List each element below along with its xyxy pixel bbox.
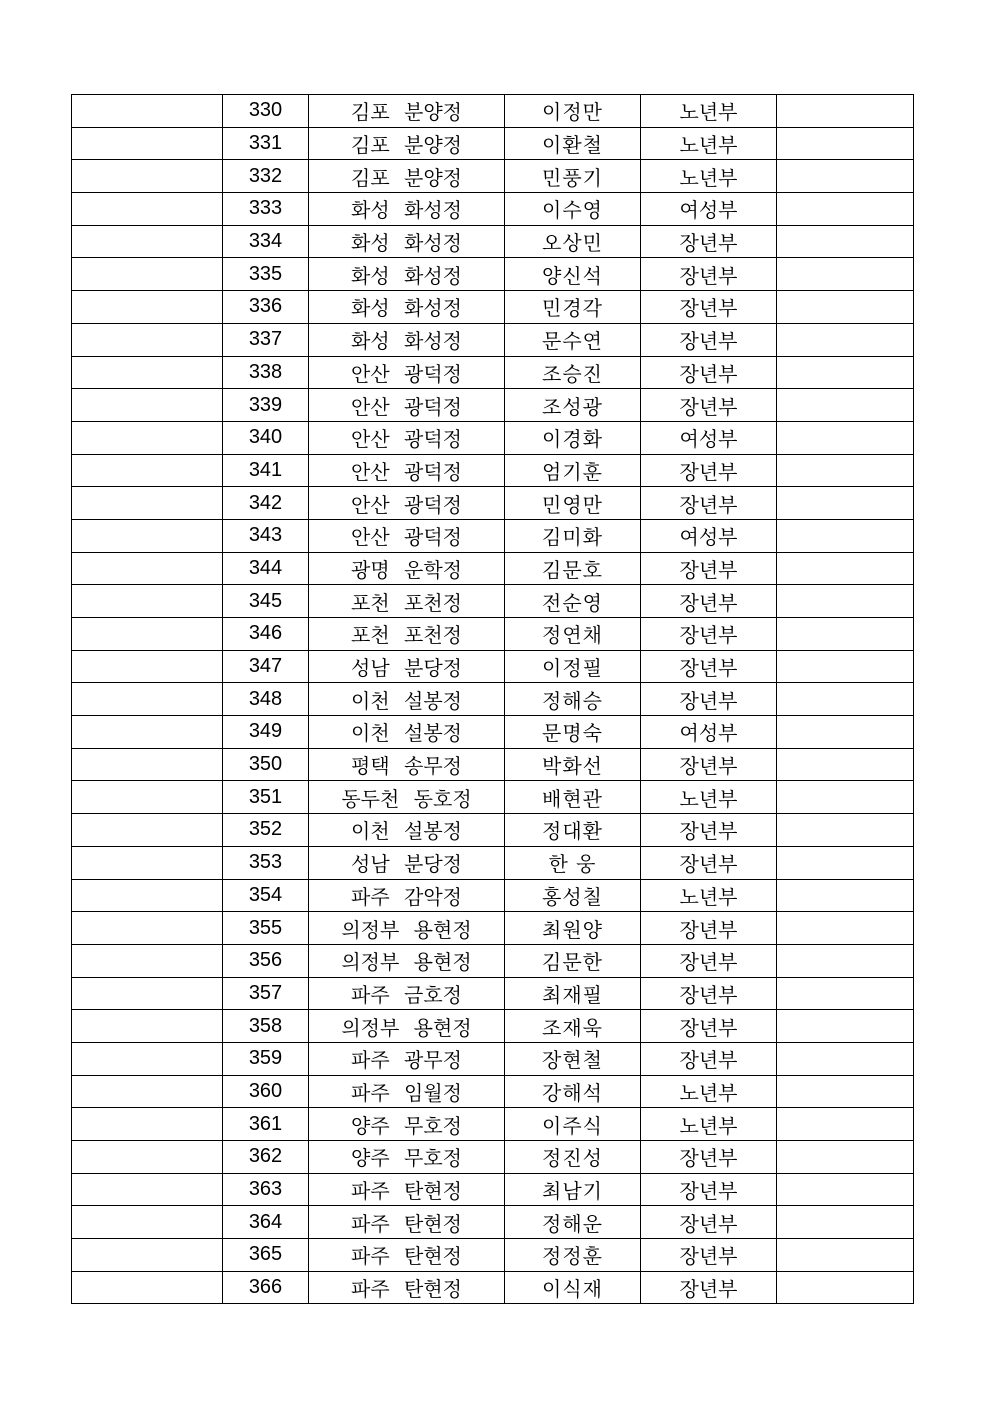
table-row (72, 519, 914, 552)
club-cell: 광명 운학정 (309, 552, 505, 585)
archer-name-cell: 최원양 (505, 912, 641, 945)
empty-cell (72, 1239, 223, 1272)
empty-cell (72, 1271, 223, 1304)
empty-cell (777, 650, 914, 683)
empty-cell (72, 650, 223, 683)
archer-name-cell: 이정만 (505, 95, 641, 128)
club-cell: 화성 화성정 (309, 225, 505, 258)
empty-cell (777, 389, 914, 422)
division-cell: 장년부 (641, 814, 777, 847)
club-cell: 안산 광덕정 (309, 356, 505, 389)
empty-cell (777, 356, 914, 389)
empty-cell (72, 421, 223, 454)
entry-number-cell: 362 (223, 1141, 309, 1174)
entry-number-cell: 361 (223, 1108, 309, 1141)
division-cell: 장년부 (641, 944, 777, 977)
division-cell: 노년부 (641, 879, 777, 912)
archer-name-cell: 최남기 (505, 1173, 641, 1206)
table-row (72, 846, 914, 879)
division-cell: 장년부 (641, 552, 777, 585)
entry-number-cell: 331 (223, 127, 309, 160)
archer-name-cell: 배현관 (505, 781, 641, 814)
empty-cell (777, 127, 914, 160)
table-row (72, 193, 914, 226)
empty-cell (777, 1271, 914, 1304)
empty-cell (777, 1206, 914, 1239)
entry-number-cell: 349 (223, 716, 309, 749)
archer-name-cell: 정해운 (505, 1206, 641, 1239)
archer-name-cell: 김미화 (505, 519, 641, 552)
archer-name-cell: 김문한 (505, 944, 641, 977)
table-row (72, 618, 914, 651)
empty-cell (72, 585, 223, 618)
empty-cell (777, 1075, 914, 1108)
archer-name-cell: 이식재 (505, 1271, 641, 1304)
club-cell: 파주 임월정 (309, 1075, 505, 1108)
empty-cell (72, 846, 223, 879)
empty-cell (72, 95, 223, 128)
club-cell: 의정부 용현정 (309, 944, 505, 977)
division-cell: 장년부 (641, 454, 777, 487)
entry-number-cell: 364 (223, 1206, 309, 1239)
entry-number-cell: 340 (223, 421, 309, 454)
table-row (72, 814, 914, 847)
division-cell: 노년부 (641, 781, 777, 814)
table-row (72, 323, 914, 356)
table-row (72, 1108, 914, 1141)
division-cell: 장년부 (641, 323, 777, 356)
empty-cell (72, 748, 223, 781)
division-cell: 장년부 (641, 487, 777, 520)
club-cell: 안산 광덕정 (309, 454, 505, 487)
club-cell: 성남 분당정 (309, 846, 505, 879)
empty-cell (777, 258, 914, 291)
empty-cell (72, 258, 223, 291)
empty-cell (72, 1173, 223, 1206)
archer-name-cell: 조성광 (505, 389, 641, 422)
table-row (72, 1042, 914, 1075)
empty-cell (777, 95, 914, 128)
club-cell: 포천 포천정 (309, 585, 505, 618)
archer-name-cell: 민영만 (505, 487, 641, 520)
table-row (72, 748, 914, 781)
division-cell: 장년부 (641, 1206, 777, 1239)
table-row (72, 1010, 914, 1043)
entry-number-cell: 363 (223, 1173, 309, 1206)
archer-name-cell: 전순영 (505, 585, 641, 618)
entry-number-cell: 365 (223, 1239, 309, 1272)
entry-number-cell: 333 (223, 193, 309, 226)
archer-name-cell: 문명숙 (505, 716, 641, 749)
empty-cell (777, 193, 914, 226)
empty-cell (777, 225, 914, 258)
table-row (72, 389, 914, 422)
division-cell: 장년부 (641, 912, 777, 945)
division-cell: 장년부 (641, 1010, 777, 1043)
entry-number-cell: 348 (223, 683, 309, 716)
club-cell: 의정부 용현정 (309, 912, 505, 945)
entry-number-cell: 330 (223, 95, 309, 128)
division-cell: 노년부 (641, 95, 777, 128)
empty-cell (72, 977, 223, 1010)
entry-number-cell: 346 (223, 618, 309, 651)
archer-name-cell: 정정훈 (505, 1239, 641, 1272)
division-cell: 장년부 (641, 356, 777, 389)
empty-cell (777, 912, 914, 945)
archer-name-cell: 강해석 (505, 1075, 641, 1108)
club-cell: 동두천 동호정 (309, 781, 505, 814)
division-cell: 장년부 (641, 650, 777, 683)
empty-cell (72, 127, 223, 160)
division-cell: 장년부 (641, 585, 777, 618)
archer-name-cell: 김문호 (505, 552, 641, 585)
archer-name-cell: 민풍기 (505, 160, 641, 193)
archer-name-cell: 최재필 (505, 977, 641, 1010)
table-row (72, 454, 914, 487)
club-cell: 이천 설봉정 (309, 683, 505, 716)
table-row (72, 258, 914, 291)
entry-number-cell: 357 (223, 977, 309, 1010)
division-cell: 장년부 (641, 389, 777, 422)
empty-cell (72, 552, 223, 585)
table-row (72, 291, 914, 324)
division-cell: 장년부 (641, 225, 777, 258)
entry-number-cell: 336 (223, 291, 309, 324)
empty-cell (777, 846, 914, 879)
empty-cell (777, 291, 914, 324)
division-cell: 장년부 (641, 846, 777, 879)
archer-name-cell: 오상민 (505, 225, 641, 258)
table-row (72, 650, 914, 683)
empty-cell (777, 1108, 914, 1141)
empty-cell (72, 291, 223, 324)
empty-cell (72, 1206, 223, 1239)
archer-name-cell: 정대환 (505, 814, 641, 847)
empty-cell (777, 1173, 914, 1206)
empty-cell (72, 1010, 223, 1043)
empty-cell (777, 781, 914, 814)
division-cell: 장년부 (641, 618, 777, 651)
empty-cell (777, 814, 914, 847)
division-cell: 장년부 (641, 258, 777, 291)
club-cell: 김포 분양정 (309, 95, 505, 128)
empty-cell (72, 716, 223, 749)
empty-cell (777, 1010, 914, 1043)
empty-cell (72, 879, 223, 912)
division-cell: 장년부 (641, 683, 777, 716)
archer-name-cell: 양신석 (505, 258, 641, 291)
empty-cell (777, 748, 914, 781)
division-cell: 장년부 (641, 977, 777, 1010)
archer-name-cell: 이정필 (505, 650, 641, 683)
club-cell: 파주 광무정 (309, 1042, 505, 1075)
table-row (72, 1075, 914, 1108)
archer-name-cell: 이주식 (505, 1108, 641, 1141)
entry-number-cell: 334 (223, 225, 309, 258)
empty-cell (72, 454, 223, 487)
empty-cell (72, 1042, 223, 1075)
roster-table (71, 94, 914, 1304)
division-cell: 노년부 (641, 160, 777, 193)
table-row (72, 356, 914, 389)
division-cell: 장년부 (641, 748, 777, 781)
entry-number-cell: 354 (223, 879, 309, 912)
empty-cell (777, 585, 914, 618)
entry-number-cell: 332 (223, 160, 309, 193)
division-cell: 여성부 (641, 519, 777, 552)
club-cell: 김포 분양정 (309, 160, 505, 193)
club-cell: 양주 무호정 (309, 1141, 505, 1174)
entry-number-cell: 341 (223, 454, 309, 487)
table-row (72, 683, 914, 716)
archer-name-cell: 조승진 (505, 356, 641, 389)
club-cell: 안산 광덕정 (309, 487, 505, 520)
empty-cell (777, 716, 914, 749)
entry-number-cell: 337 (223, 323, 309, 356)
archer-name-cell: 이수영 (505, 193, 641, 226)
empty-cell (777, 944, 914, 977)
division-cell: 여성부 (641, 193, 777, 226)
empty-cell (777, 977, 914, 1010)
club-cell: 파주 탄현정 (309, 1206, 505, 1239)
division-cell: 장년부 (641, 1042, 777, 1075)
division-cell: 노년부 (641, 127, 777, 160)
empty-cell (72, 193, 223, 226)
division-cell: 장년부 (641, 1173, 777, 1206)
division-cell: 장년부 (641, 1239, 777, 1272)
club-cell: 양주 무호정 (309, 1108, 505, 1141)
table-row (72, 421, 914, 454)
entry-number-cell: 344 (223, 552, 309, 585)
entry-number-cell: 356 (223, 944, 309, 977)
empty-cell (72, 944, 223, 977)
empty-cell (72, 225, 223, 258)
entry-number-cell: 360 (223, 1075, 309, 1108)
empty-cell (777, 487, 914, 520)
empty-cell (777, 160, 914, 193)
entry-number-cell: 338 (223, 356, 309, 389)
table-row (72, 716, 914, 749)
empty-cell (777, 879, 914, 912)
division-cell: 노년부 (641, 1075, 777, 1108)
table-row (72, 487, 914, 520)
archer-name-cell: 정연채 (505, 618, 641, 651)
archer-name-cell: 문수연 (505, 323, 641, 356)
table-row (72, 912, 914, 945)
club-cell: 김포 분양정 (309, 127, 505, 160)
division-cell: 노년부 (641, 1108, 777, 1141)
division-cell: 장년부 (641, 1271, 777, 1304)
club-cell: 파주 감악정 (309, 879, 505, 912)
division-cell: 장년부 (641, 291, 777, 324)
entry-number-cell: 359 (223, 1042, 309, 1075)
entry-number-cell: 352 (223, 814, 309, 847)
entry-number-cell: 366 (223, 1271, 309, 1304)
archer-name-cell: 한 웅 (505, 846, 641, 879)
archer-name-cell: 이경화 (505, 421, 641, 454)
club-cell: 파주 탄현정 (309, 1239, 505, 1272)
entry-number-cell: 350 (223, 748, 309, 781)
archer-name-cell: 민경각 (505, 291, 641, 324)
empty-cell (72, 519, 223, 552)
table-row (72, 944, 914, 977)
entry-number-cell: 342 (223, 487, 309, 520)
table-row (72, 781, 914, 814)
table-row (72, 1239, 914, 1272)
club-cell: 파주 금호정 (309, 977, 505, 1010)
club-cell: 화성 화성정 (309, 323, 505, 356)
club-cell: 이천 설봉정 (309, 814, 505, 847)
club-cell: 화성 화성정 (309, 258, 505, 291)
entry-number-cell: 353 (223, 846, 309, 879)
roster-body (72, 95, 914, 1304)
table-row (72, 585, 914, 618)
table-row (72, 1173, 914, 1206)
club-cell: 화성 화성정 (309, 193, 505, 226)
club-cell: 성남 분당정 (309, 650, 505, 683)
archer-name-cell: 홍성칠 (505, 879, 641, 912)
archer-name-cell: 이환철 (505, 127, 641, 160)
empty-cell (72, 781, 223, 814)
archer-name-cell: 장현철 (505, 1042, 641, 1075)
empty-cell (777, 1239, 914, 1272)
club-cell: 파주 탄현정 (309, 1173, 505, 1206)
table-row (72, 160, 914, 193)
table-row (72, 977, 914, 1010)
club-cell: 평택 송무정 (309, 748, 505, 781)
table-row (72, 95, 914, 128)
division-cell: 장년부 (641, 1141, 777, 1174)
club-cell: 의정부 용현정 (309, 1010, 505, 1043)
empty-cell (72, 814, 223, 847)
club-cell: 이천 설봉정 (309, 716, 505, 749)
club-cell: 포천 포천정 (309, 618, 505, 651)
empty-cell (777, 519, 914, 552)
empty-cell (72, 487, 223, 520)
entry-number-cell: 347 (223, 650, 309, 683)
club-cell: 안산 광덕정 (309, 389, 505, 422)
empty-cell (777, 683, 914, 716)
club-cell: 파주 탄현정 (309, 1271, 505, 1304)
table-row (72, 879, 914, 912)
entry-number-cell: 345 (223, 585, 309, 618)
empty-cell (777, 454, 914, 487)
entry-number-cell: 355 (223, 912, 309, 945)
empty-cell (777, 1141, 914, 1174)
club-cell: 화성 화성정 (309, 291, 505, 324)
empty-cell (72, 160, 223, 193)
archer-name-cell: 정진성 (505, 1141, 641, 1174)
empty-cell (777, 552, 914, 585)
table-row (72, 127, 914, 160)
table-row (72, 225, 914, 258)
entry-number-cell: 351 (223, 781, 309, 814)
entry-number-cell: 358 (223, 1010, 309, 1043)
empty-cell (72, 389, 223, 422)
empty-cell (72, 683, 223, 716)
empty-cell (72, 1108, 223, 1141)
archer-name-cell: 정해승 (505, 683, 641, 716)
empty-cell (72, 1141, 223, 1174)
empty-cell (72, 323, 223, 356)
empty-cell (72, 618, 223, 651)
empty-cell (72, 1075, 223, 1108)
club-cell: 안산 광덕정 (309, 519, 505, 552)
archer-name-cell: 조재욱 (505, 1010, 641, 1043)
club-cell: 안산 광덕정 (309, 421, 505, 454)
empty-cell (72, 356, 223, 389)
entry-number-cell: 339 (223, 389, 309, 422)
division-cell: 여성부 (641, 716, 777, 749)
table-row (72, 1206, 914, 1239)
archer-name-cell: 박화선 (505, 748, 641, 781)
division-cell: 여성부 (641, 421, 777, 454)
empty-cell (777, 1042, 914, 1075)
archer-name-cell: 엄기훈 (505, 454, 641, 487)
empty-cell (777, 421, 914, 454)
empty-cell (777, 618, 914, 651)
entry-number-cell: 343 (223, 519, 309, 552)
entry-number-cell: 335 (223, 258, 309, 291)
table-row (72, 552, 914, 585)
empty-cell (777, 323, 914, 356)
table-row (72, 1141, 914, 1174)
empty-cell (72, 912, 223, 945)
table-row (72, 1271, 914, 1304)
